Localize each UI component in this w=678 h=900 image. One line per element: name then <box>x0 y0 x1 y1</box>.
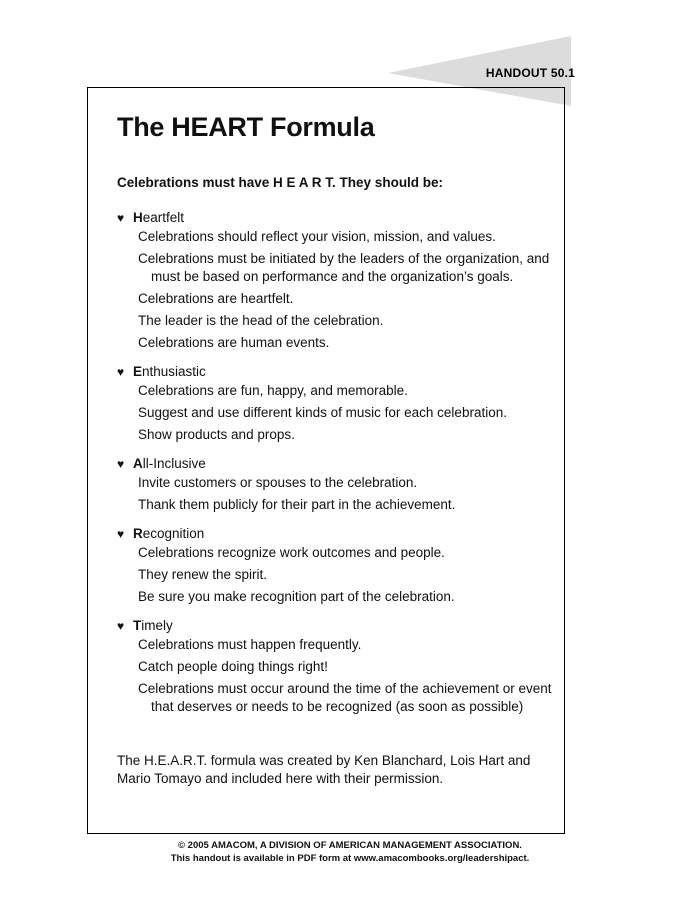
list-item: Celebrations are heartfelt. <box>138 291 294 306</box>
heart-sections <box>117 210 557 728</box>
list-item: Celebrations must happen frequently. <box>138 637 362 652</box>
section-items <box>117 636 557 716</box>
section-heading <box>117 526 557 544</box>
list-item: Suggest and use different kinds of music for each celebration. <box>138 405 507 420</box>
section-items <box>117 544 557 606</box>
list-item: Celebrations are human events. <box>138 335 330 350</box>
list-item: They renew the spirit. <box>138 567 268 582</box>
section-all-inclusive <box>117 456 557 514</box>
heart-bullet-icon: ♥ <box>117 527 125 541</box>
page-footer <box>0 839 678 865</box>
list-item: Celebrations should reflect your vision, mission, and values. <box>138 229 496 244</box>
section-items <box>117 474 557 514</box>
heart-bullet-icon: ♥ <box>117 211 125 225</box>
section-heading-rest: imely <box>141 618 173 633</box>
list-item: Be sure you make recognition part of the celebration. <box>138 589 455 604</box>
list-item: The leader is the head of the celebration. <box>138 313 384 328</box>
intro-text: Celebrations must have H E A R T. They should be: <box>117 175 444 190</box>
section-heading-rest: ll-Inclusive <box>142 456 206 471</box>
section-initial: A <box>133 456 143 471</box>
section-enthusiastic <box>117 364 557 444</box>
list-item: Invite customers or spouses to the celebration. <box>138 475 418 490</box>
availability-line: This handout is available in PDF form at www.amacombooks.org/leadershipact. <box>170 853 530 864</box>
section-initial: R <box>133 526 143 541</box>
list-item: Show products and props. <box>138 427 295 442</box>
section-items <box>117 228 557 352</box>
heart-bullet-icon: ♥ <box>117 365 125 379</box>
list-item: Celebrations must be initiated by the leaders of the organization, and must be based on performance and the organization’s goals. <box>138 251 550 284</box>
section-heading-rest: eartfelt <box>142 210 185 225</box>
list-item: Celebrations are fun, happy, and memorable. <box>138 383 408 398</box>
page-title: The HEART Formula <box>117 112 375 142</box>
section-heading <box>117 364 557 382</box>
section-heading <box>117 210 557 228</box>
section-timely <box>117 618 557 716</box>
list-item: Thank them publicly for their part in the achievement. <box>138 497 456 512</box>
section-recognition <box>117 526 557 606</box>
heart-bullet-icon: ♥ <box>117 619 125 633</box>
handout-label: HANDOUT 50.1 <box>485 66 575 80</box>
list-item: Celebrations recognize work outcomes and people. <box>138 545 445 560</box>
section-heartfelt <box>117 210 557 352</box>
section-initial: E <box>133 364 143 379</box>
section-heading <box>117 618 557 636</box>
list-item: Celebrations must occur around the time of the achievement or event that deserves or needs to be recognized (as soon as possible) <box>138 681 552 714</box>
section-items <box>117 382 557 444</box>
copyright-line: © 2005 AMACOM, A DIVISION OF AMERICAN MANAGEMENT ASSOCIATION. <box>178 840 522 851</box>
section-initial: H <box>133 210 143 225</box>
section-heading-rest: nthusiastic <box>142 364 206 379</box>
section-initial: T <box>133 618 142 633</box>
credit-note: The H.E.A.R.T. formula was created by Ken Blanchard, Lois Hart and Mario Tomayo and included here with their permission. <box>117 753 531 786</box>
list-item: Catch people doing things right! <box>138 659 328 674</box>
heart-bullet-icon: ♥ <box>117 457 125 471</box>
section-heading <box>117 456 557 474</box>
section-heading-rest: ecognition <box>142 526 205 541</box>
